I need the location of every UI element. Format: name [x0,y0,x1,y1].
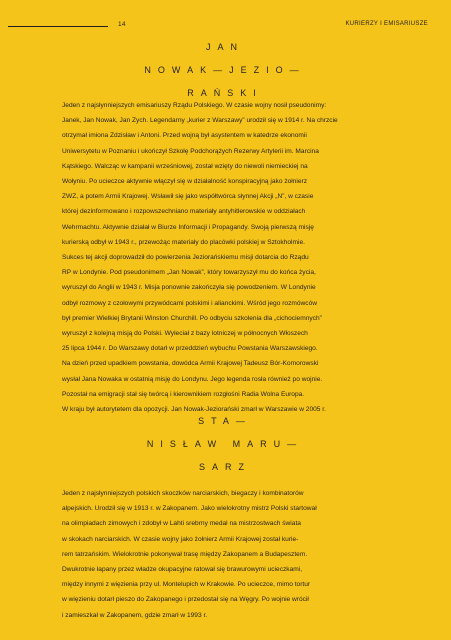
body-line: Wehrmachtu. Aktywnie działał w Biurze Informacji i Propagandy. Swoją pierwszą misję [62,223,314,231]
body-line: Dwukrotnie łapany przez władze okupacyjne ratował się brawurowymi ucieczkami, [62,566,303,574]
section-body-jan-nowak [62,98,392,417]
section-title-stanislaw-marusarz [40,410,410,479]
body-line: otrzymał imiona Zdzisław i Antoni. Przed wojną był asystentem w katedrze ekonomii [62,132,307,140]
body-line: RP w Londynie. Pod pseudonimem „Jan Nowak”, który towarzyszył mu do końca życia, [62,269,316,277]
body-line: w więzieniu dotarł pieszo do Zakopanego i przedostał się na Węgry. Po wojnie wrócił [62,596,309,604]
body-line: rem tatrzańskim. Wielokrotnie pokonywał trasę między Zakopanem a Budapesztem. [62,550,308,558]
body-line: Sukces tej akcji doprowadził do powierzenia Jeziorańskiemu misji dotarcia do Rządu [62,254,309,262]
body-line: na olimpiadach zimowych i zdobył w Lahti srebrny medal na mistrzostwach świata [62,520,301,528]
section-title-jan-nowak [40,36,410,105]
body-line: w skokach narciarskich. W czasie wojny jako żołnierz Armii Krajowej został kurie- [62,535,299,543]
body-line: kurierską odbył w 1943 r., przewożąc materiały do placówki polskiej w Sztokholmie. [62,238,305,246]
body-line: Pozostał na emigracji stał się twórcą i kierownikiem rozgłośni Radia Wolna Europa. [62,390,305,398]
body-line: Jeden z najsłynniejszych emisariuszy Rządu Polskiego. W czasie wojny nosił pseudonimy: [62,102,327,109]
title-line: JAN [205,42,244,52]
body-line: między innymi z więzienia przy ul. Montelupich w Krakowie. Po ucieczce, mimo tortur [62,581,311,589]
header-rule [8,26,108,27]
page-number: 14 [118,21,126,28]
body-line: Jeden z najsłynniejszych polskich skoczków narciarskich, biegaczy i kombinatorów [62,490,304,497]
body-line: odbył rozmowy z czołowymi przywódcami polskimi i alianckimi. Wśród jego rozmówców [62,299,318,307]
body-line: alpejskich. Urodził się w 1913 r. w Zakopanem. Jako wielokrotny mistrz Polski startował [62,505,317,513]
body-line: Wołyniu. Po ucieczce aktywnie włączył się w działalność konspiracyjną jako żołnierz [62,178,308,186]
body-line: ZWZ, a potem Armii Krajowej. Wsławił się jako współtwórca słynnej Akcji „N”, w czasie [62,193,314,201]
title-line: NISŁAW MARU— [146,439,304,449]
body-line: 25 lipca 1944 r. Do Warszawy dotarł w przeddzień wybuchu Powstania Warszawskiego. [62,345,318,353]
title-line: NOWAK—JEZIO— [144,65,306,75]
body-line: Kątskiego. Walcząc w kampanii wrześniowej, został wzięty do niewoli niemieckiej na [62,162,308,170]
body-line: Janek, Jan Nowak, Jan Zych. Legendarny „kurier z Warszawy” urodził się w 1914 r. Na chrzcie [62,117,338,125]
body-line: Na dzień przed upadkiem powstania, dowódca Armii Krajowej Tadeusz Bór-Komorowski [62,360,319,368]
body-line: i zamieszkał w Zakopanem, gdzie zmarł w 1993 r. [62,611,208,619]
body-line: której dezinformowano i rozpowszechniano materiały antyhitlerowskie w oddziałach [62,208,306,216]
section-body-stanislaw-marusarz [62,486,392,623]
body-line: był premier Wielkiej Brytanii Winston Churchill. Po odbyciu szkolenia dla „cichociemnych” [62,314,322,322]
title-line: STA— [198,416,252,426]
running-head: KURIERZY I EMISARIUSZE [345,21,428,27]
title-line: SARZ [198,462,251,472]
body-line: wyruszył do Anglii w 1943 r. Misja ponownie zakończyła się powodzeniem. W Londynie [62,284,316,292]
body-line: W kraju był autorytetem dla opozycji. Jan Nowak-Jeziorański zmarł w Warszawie w 2005 r. [62,406,326,414]
body-line: wyruszył z kolejną misją do Polski. Wyleciał z bazy lotniczej w północnych Włoszech [62,330,308,338]
body-line: wysłał Jana Nowaka w ostatnią misję do Londynu. Jego legenda rosła również po wojnie. [62,375,323,383]
title-line: RAŃSKI [187,88,263,98]
body-line: Uniwersytetu w Poznaniu i ukończył Szkołę Podchorążych Rezerwy Artylerii im. Marcina [62,147,319,155]
